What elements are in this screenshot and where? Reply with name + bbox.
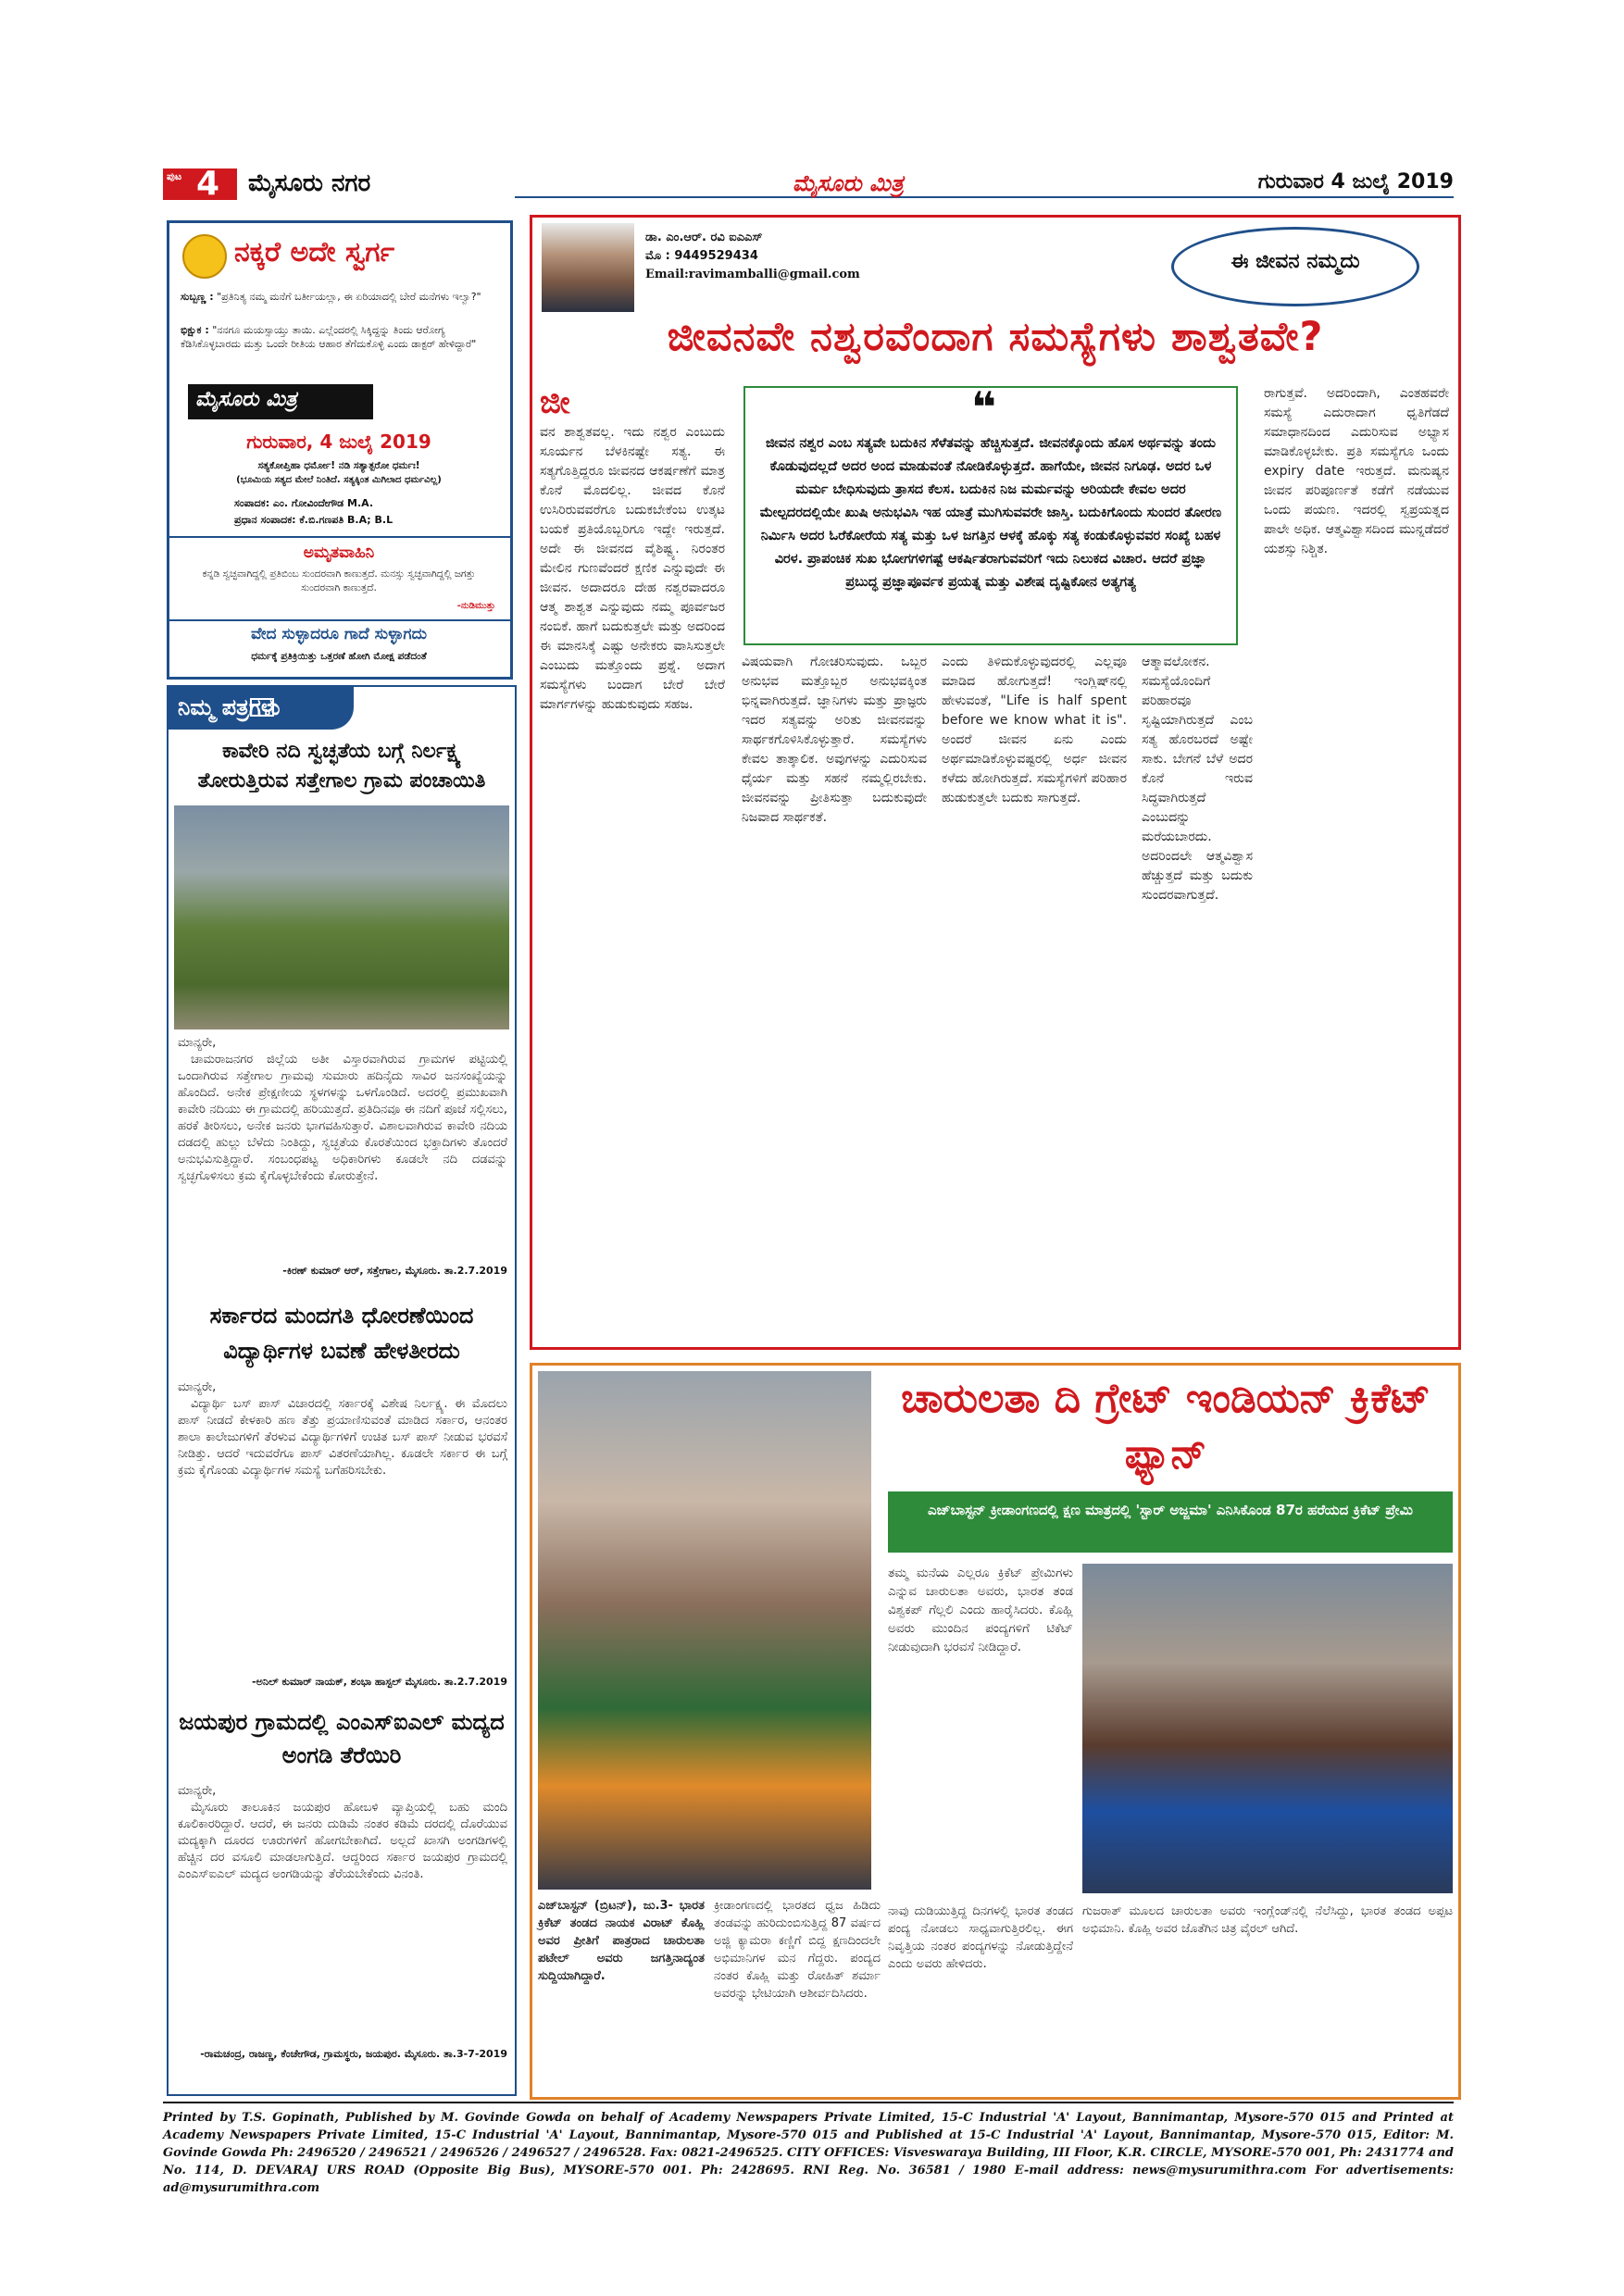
article-headline: ಜೀವನವೇ ನಶ್ವರವೆಂದಾಗ ಸಮಸ್ಯೆಗಳು ಶಾಶ್ವತವೇ?	[667, 314, 1324, 360]
cricket-feature	[530, 1363, 1461, 2100]
letter-1-sign: -ಕಿರಣ್ ಕುಮಾರ್ ಆರ್, ಸತ್ತೇಗಾಲ, ಮೈಸೂರು. ತಾ.2.7.2019	[282, 1265, 507, 1277]
column-name: ಈ ಜೀವನ ನಮ್ಮದು	[1230, 250, 1360, 273]
cricket-subhead: ಎಜ್‌ಬಾಸ್ಟನ್ ಕ್ರೀಡಾಂಗಣದಲ್ಲಿ ಕ್ಷಣ ಮಾತ್ರದಲ್ಲಿ 'ಸ್ಟಾರ್ ಅಜ್ಜಮಾ' ಎನಿಸಿಕೊಂಡ 87ರ ಹರೆಯದ ಕ್ರಿಕೆಟ್ ಪ್ರೇಮಿ	[928, 1502, 1413, 1518]
letters-banner-text: ನಿಮ್ಮ ಪತ್ರಗಳು	[178, 694, 281, 720]
letter-3-title: ಜಯಪುರ ಗ್ರಾಮದಲ್ಲಿ ಎಂಎಸ್‌ಐಎಲ್ ಮದ್ಯದ ಅಂಗಡಿ ತೆರೆಯಿರಿ	[179, 1709, 505, 1768]
fan-photo	[538, 1371, 871, 1890]
masthead-small: ಮೈಸೂರು ಮಿತ್ರ	[793, 170, 904, 196]
page-header	[163, 165, 1454, 203]
article-col-5: ರಾಗುತ್ತವೆ. ಅದರಿಂದಾಗಿ, ಎಂತಹವರೇ ಸಮಸ್ಯೆ ಎದುರಾದಾಗ ಧೃತಿಗೆಡದೆ ಸಮಾಧಾನದಿಂದ ಎದುರಿಸುವ ಅಭ್ಯಾಸ ಮಾಡಿಕೊಳ್ಳಬೇಕು. ಪ್ರತಿ ಸಮಸ್ಯೆಗೂ ಒಂದು expiry date ಇರುತ್ತದೆ. ಮನುಷ್ಯನ ಜೀವನ ಪರಿಪೂರ್ಣತೆ ಕಡೆಗೆ ನಡೆಯುವ ಒಂದು ಪಯಣ. ಇದರಲ್ಲಿ ಸ್ವಪ್ರಯತ್ನದ ಪಾಲೇ ಅಧಿಕ. ಆತ್ಮವಿಶ್ವಾಸದಿಂದ ಮುನ್ನಡೆದರೆ ಯಶಸ್ಸು ನಿಶ್ಚಿತ.	[1264, 386, 1449, 556]
cricket-headline: ಚಾರುಲತಾ ದಿ ಗ್ರೇಟ್ ಇಂಡಿಯನ್ ಕ್ರಿಕೆಟ್ ಫ್ಯಾನ್	[901, 1375, 1430, 1478]
joke-1	[181, 290, 497, 304]
joke-1-speaker: ಸುಬ್ಬಣ್ಣ :	[181, 291, 214, 303]
sidebar-divider	[169, 536, 510, 538]
sidebar-box	[167, 220, 513, 680]
section-title: ಮೈಸೂರು ನಗರ	[248, 169, 371, 197]
letters-column	[167, 685, 517, 2096]
letter-1-body: ಚಾಮರಾಜನಗರ ಜಿಲ್ಲೆಯ ಅತೀ ವಿಸ್ತಾರವಾಗಿರುವ ಗ್ರಾಮಗಳ ಪಟ್ಟಿಯಲ್ಲಿ ಒಂದಾಗಿರುವ ಸತ್ತೇಗಾಲ ಗ್ರಾಮವು ಸುಮಾರು ಹದಿನೈದು ಸಾವಿರ ಜನಸಂಖ್ಯೆಯನ್ನು ಹೊಂದಿದೆ. ಅನೇಕ ಪ್ರೇಕ್ಷಣೀಯ ಸ್ಥಳಗಳನ್ನು ಒಳಗೊಂಡಿದೆ. ಅದರಲ್ಲಿ ಪ್ರಮುಖವಾಗಿ ಕಾವೇರಿ ನದಿಯು ಈ ಗ್ರಾಮದಲ್ಲಿ ಹರಿಯುತ್ತದೆ. ಪ್ರತಿದಿನವೂ ಈ ನದಿಗೆ ಪೂಜೆ ಸಲ್ಲಿಸಲು, ಹರಕೆ ತೀರಿಸಲು, ಅನೇಕ ಜನರು ಭಾಗವಹಿಸುತ್ತಾರೆ. ವಿಶಾಲವಾಗಿರುವ ಕಾವೇರಿ ನದಿಯ ದಡದಲ್ಲಿ ಹುಲ್ಲು ಬೆಳೆದು ನಿಂತಿದ್ದು, ಸ್ವಚ್ಛತೆಯ ಕೊರತೆಯಿಂದ ಭಕ್ತಾದಿಗಳು ತೊಂದರೆ ಅನುಭವಿಸುತ್ತಿದ್ದಾರೆ. ಸಂಬಂಧಪಟ್ಟ ಅಧಿಕಾರಿಗಳು ಕೂಡಲೇ ನದಿ ದಡವನ್ನು ಸ್ವಚ್ಛಗೊಳಿಸಲು ಕ್ರಮ ಕೈಗೊಳ್ಳಬೇಕೆಂದು ಕೋರುತ್ತೇನೆ.	[178, 1053, 507, 1183]
editor-line-1: ಸಂಪಾದಕ: ಎಂ. ಗೋವಿಂದೇಗೌಡ M.A.	[234, 497, 374, 509]
amruta-sign: -ನುಡಿಮುತ್ತು	[456, 601, 495, 611]
sidebar-date: ಗುರುವಾರ, 4 ಜುಲೈ 2019	[246, 430, 431, 453]
motto-line-2: (ಭೂಮಿಯ ಸತ್ಯದ ಮೇಲೆ ನಿಂತಿದೆ. ಸತ್ಯಕ್ಕಿಂತ ಮಿಗಿಲಾದ ಧರ್ಮವಿಲ್ಲ)	[236, 475, 442, 485]
editor-line-2: ಪ್ರಧಾನ ಸಂಪಾದಕ: ಕೆ.ಬಿ.ಗಣಪತಿ B.A; B.L	[234, 514, 394, 526]
author-name: ಡಾ. ಎಂ.ಆರ್. ರವಿ ಐಎಎಸ್	[645, 231, 763, 244]
letter-2-title: ಸರ್ಕಾರದ ಮಂದಗತಿ ಧೋರಣೆಯಿಂದ ವಿದ್ಯಾರ್ಥಿಗಳ ಬವಣೆ ಹೇಳತೀರದು	[209, 1303, 474, 1364]
kohli-photo	[1082, 1564, 1453, 1893]
sidebar-masthead	[188, 384, 373, 419]
author-email: Email:ravimamballi@gmail.com	[645, 268, 860, 281]
sidebar-divider-2	[169, 619, 510, 621]
joke-1-text: "ಪ್ರತಿನಿತ್ಯ ನಮ್ಮ ಮನೆಗೆ ಬರ್ತೀಯಲ್ಲಾ, ಈ ಏರಿಯಾದಲ್ಲಿ ಬೇರೆ ಮನೆಗಳು ಇಲ್ವಾ?"	[217, 291, 481, 303]
column-name-oval	[1171, 227, 1419, 306]
cricket-body-3: ನಾವು ದುಡಿಯುತ್ತಿದ್ದ ದಿನಗಳಲ್ಲಿ ಭಾರತ ತಂಡದ ಪಂದ್ಯ ನೋಡಲು ಸಾಧ್ಯವಾಗುತ್ತಿರಲಿಲ್ಲ. ಈಗ ನಿವೃತ್ತಿಯ ನಂತರ ಪಂದ್ಯಗಳನ್ನು ನೋಡುತ್ತಿದ್ದೇನೆ ಎಂದು ಅವರು ಹೇಳಿದರು.	[888, 1904, 1073, 1971]
letters-banner	[169, 687, 354, 730]
joke-2-speaker: ಭಿಕ್ಷುಕ :	[181, 324, 209, 336]
main-article	[530, 215, 1461, 1350]
joke-2-text: "ನನಗೂ ಮಯಸ್ಸಾಯ್ತು ತಾಯಿ. ಎಲ್ಲೆಂದರಲ್ಲಿ ಸಿಕ್ಕಿದ್ದನ್ನು ತಿಂದು ಆರೋಗ್ಯ ಕೆಡಿಸಿಕೊಳ್ಳಬಾರದು ಮತ್ತು ಒಂದೇ ರೀತಿಯ ಆಹಾರ ತೆಗೆದುಕೊಳ್ಳಿ ಎಂದು ಡಾಕ್ಟರ್ ಹೇಳಿದ್ದಾರೆ"	[181, 324, 477, 350]
section-rule	[515, 196, 1454, 198]
page-label: ಪುಟ	[167, 170, 182, 182]
veda-title: ವೇದ ಸುಳ್ಳಾದರೂ ಗಾದೆ ಸುಳ್ಳಾಗದು	[251, 625, 427, 643]
author-phone: ಮೊ : 9449529434	[645, 249, 758, 263]
laughing-face-icon	[182, 234, 227, 279]
motto-line-1: ಸತ್ಯಕೋಪ್ತಿಹಾ ಧರ್ಮೋ! ನಡಿ ಸತ್ಯಾತ್ಪರೋ ಧರ್ಮಃ!	[257, 460, 420, 471]
letter-1-salute: ಮಾನ್ಯರೇ,	[178, 1036, 217, 1050]
article-col-2: ವಿಷಯವಾಗಿ ಗೋಚರಿಸುವುದು. ಒಬ್ಬರ ಅನುಭವ ಮತ್ತೊಬ್ಬರ ಅನುಭವಕ್ಕಿಂತ ಭಿನ್ನವಾಗಿರುತ್ತದೆ. ಜ್ಞಾನಿಗಳು ಮತ್ತು ಪ್ರಾಜ್ಞರು ಇದರ ಸತ್ಯವನ್ನು ಅರಿತು ಜೀವನವನ್ನು ಸಾರ್ಥಕಗೊಳಿಸಿಕೊಳ್ಳುತ್ತಾರೆ. ಸಮಸ್ಯೆಗಳು ಕೇವಲ ತಾತ್ಕಾಲಿಕ. ಅವುಗಳನ್ನು ಎದುರಿಸುವ ಧೈರ್ಯ ಮತ್ತು ಸಹನೆ ನಮ್ಮಲ್ಲಿರಬೇಕು. ಜೀವನವನ್ನು ಪ್ರೀತಿಸುತ್ತಾ ಬದುಕುವುದೇ ನಿಜವಾದ ಸಾರ್ಥಕತೆ.	[742, 655, 927, 825]
amruta-text: ಕನ್ನಡಿ ಸ್ವಚ್ಛವಾಗಿದ್ದಲ್ಲಿ ಪ್ರತಿಬಿಂಬ ಸುಂದರವಾಗಿ ಕಾಣುತ್ತದೆ. ಮನಸ್ಸು ಸ್ವಚ್ಛವಾಗಿದ್ದಲ್ಲಿ ಜಗತ್ತು ಸುಂದರವಾಗಿ ಕಾಣುತ್ತದೆ.	[202, 568, 476, 593]
author-photo	[542, 223, 634, 312]
nakkare-banner	[179, 232, 499, 279]
veda-text: ಧರ್ಮಕ್ಕೆ ಪ್ರತಿಕ್ರಿಯಿತ್ತು ಒತ್ತರಣೆ ಹೋಗಿ ಮೋಕ್ಷ ಪಡೆದಂತೆ	[251, 651, 427, 662]
sidebar-masthead-text: ಮೈಸೂರು ಮಿತ್ರ	[195, 388, 297, 411]
riverbank-photo	[174, 805, 509, 1029]
letter-1-title: ಕಾವೇರಿ ನದಿ ಸ್ವಚ್ಛತೆಯ ಬಗ್ಗೆ ನಿರ್ಲಕ್ಷ್ಯ ತೋರುತ್ತಿರುವ ಸತ್ತೇಗಾಲ ಗ್ರಾಮ ಪಂಚಾಯಿತಿ	[197, 740, 486, 792]
nakkare-title: ನಕ್ಕರೆ ಅದೇ ಸ್ವರ್ಗ	[234, 236, 395, 268]
dropcap: ಜೀ	[540, 384, 570, 421]
joke-2	[181, 323, 497, 351]
header-date: ಗುರುವಾರ 4 ಜುಲೈ 2019	[1257, 170, 1454, 193]
cricket-body-1: ಕ್ರೀಡಾಂಗಣದಲ್ಲಿ ಭಾರತದ ಧ್ವಜ ಹಿಡಿದು ತಂಡವನ್ನು ಹುರಿದುಂಬಿಸುತ್ತಿದ್ದ 87 ವರ್ಷದ ಅಜ್ಜಿ ಕ್ಯಾಮರಾ ಕಣ್ಣಿಗೆ ಬಿದ್ದ ಕ್ಷಣದಿಂದಲೇ ಅಭಿಮಾನಿಗಳ ಮನ ಗೆದ್ದರು. ಪಂದ್ಯದ ನಂತರ ಕೊಹ್ಲಿ ಮತ್ತು ರೋಹಿತ್ ಶರ್ಮಾ ಅವರನ್ನು ಭೇಟಿಯಾಗಿ ಆಶೀರ್ವದಿಸಿದರು.	[714, 1899, 881, 2001]
pullquote-box	[743, 382, 1238, 645]
page-number: 4	[196, 165, 220, 203]
letter-2-salute: ಮಾನ್ಯರೇ,	[178, 1380, 217, 1394]
letter-2-sign: -ಅನಿಲ್ ಕುಮಾರ್ ನಾಯಕ್, ಶಂಭಾ ಹಾಸ್ಟಲ್ ಮೈಸೂರು. ತಾ.2.7.2019	[252, 1676, 507, 1688]
letter-2-body: ವಿದ್ಯಾರ್ಥಿ ಬಸ್ ಪಾಸ್ ವಿಚಾರದಲ್ಲಿ ಸರ್ಕಾರಕ್ಕೆ ವಿಶೇಷ ನಿರ್ಲಕ್ಷ್ಯ. ಈ ಮೊದಲು ಪಾಸ್ ನೀಡದೆ ಕೇಳಕಾರಿ ಹಣ ತೆತ್ತು ಪ್ರಯಾಣಿಸುವಂತೆ ಮಾಡಿದ ಸರ್ಕಾರ, ಆನಂತರ ಶಾಲಾ ಕಾಲೇಜುಗಳಿಗೆ ತೆರಳುವ ವಿದ್ಯಾರ್ಥಿಗಳಿಗೆ ಉಚಿತ ಬಸ್ ಪಾಸ್ ನೀಡುವ ಭರವಸೆ ನೀಡಿತ್ತು. ಆದರೆ ಇದುವರೆಗೂ ಪಾಸ್ ವಿತರಣೆಯಾಗಿಲ್ಲ. ಕೂಡಲೇ ಸರ್ಕಾರ ಈ ಬಗ್ಗೆ ಕ್ರಮ ಕೈಗೊಂಡು ವಿದ್ಯಾರ್ಥಿಗಳ ಸಮಸ್ಯೆ ಬಗೆಹರಿಸಬೇಕು.	[178, 1397, 507, 1478]
letter-3-body: ಮೈಸೂರು ತಾಲೂಕಿನ ಜಯಪುರ ಹೋಬಳಿ ವ್ಯಾಪ್ತಿಯಲ್ಲಿ ಬಹು ಮಂದಿ ಕೂಲಿಕಾರರಿದ್ದಾರೆ. ಆದರೆ, ಈ ಜನರು ದುಡಿಮೆ ನಂತರ ಕಡಿಮೆ ದರದಲ್ಲಿ ದೊರೆಯುವ ಮದ್ಯಕ್ಕಾಗಿ ದೂರದ ಊರುಗಳಿಗೆ ಹೋಗಬೇಕಾಗಿದೆ. ಅಲ್ಲದೆ ಖಾಸಗಿ ಅಂಗಡಿಗಳಲ್ಲಿ ಹೆಚ್ಚಿನ ದರ ವಸೂಲಿ ಮಾಡಲಾಗುತ್ತಿದೆ. ಆದ್ದರಿಂದ ಸರ್ಕಾರ ಜಯಪುರ ಗ್ರಾಮದಲ್ಲಿ ಎಂಎಸ್‌ಐಎಲ್ ಮದ್ಯದ ಅಂಗಡಿಯನ್ನು ತೆರೆಯಬೇಕೆಂದು ವಿನಂತಿ.	[178, 1801, 507, 1881]
cricket-body-4: ಗುಜರಾತ್ ಮೂಲದ ಚಾರುಲತಾ ಅವರು ಇಂಗ್ಲೆಂಡ್‌ನಲ್ಲಿ ನೆಲೆಸಿದ್ದು, ಭಾರತ ತಂಡದ ಅಪ್ಪಟ ಅಭಿಮಾನಿ. ಕೊಹ್ಲಿ ಅವರ ಜೊತೆಗಿನ ಚಿತ್ರ ವೈರಲ್ ಆಗಿದೆ.	[1082, 1904, 1453, 1936]
article-col-4: ಆತ್ಮಾವಲೋಕನ. ಸಮಸ್ಯೆಯೊಂದಿಗೆ ಪರಿಹಾರವೂ ಸೃಷ್ಟಿಯಾಗಿರುತ್ತದೆ ಎಂಬ ಸತ್ಯ ಹೊರಬರದೆ ಅಷ್ಟೇ ಸಾಕು. ಬೇಗನೆ ಬೆಳೆ ಅದರ ಕೊನೆ ಇರುವ ಸಿದ್ಧವಾಗಿರುತ್ತದೆ ಎಂಬುದನ್ನು ಮರೆಯಬಾರದು. ಅದರಿಂದಲೇ ಆತ್ಮವಿಶ್ವಾಸ ಹೆಚ್ಚುತ್ತದೆ ಮತ್ತು ಬದುಕು ಸುಂದರವಾಗುತ್ತದೆ.	[1142, 655, 1253, 903]
page-number-badge	[163, 165, 237, 203]
article-col-3: ಎಂದು ತಿಳಿದುಕೊಳ್ಳುವುದರಲ್ಲಿ ಎಲ್ಲವೂ ಮಾಡಿದ ಹೋಗುತ್ತದೆ! ಇಂಗ್ಲಿಷ್‌ನಲ್ಲಿ ಹೇಳುವಂತೆ, "Life is half spent before we know what it is". ಅಂದರೆ ಜೀವನ ಏನು ಎಂದು ಅರ್ಥಮಾಡಿಕೊಳ್ಳುವಷ್ಟರಲ್ಲಿ ಅರ್ಧ ಜೀವನ ಕಳೆದು ಹೋಗಿರುತ್ತದೆ. ಸಮಸ್ಯೆಗಳಿಗೆ ಪರಿಹಾರ ಹುಡುಕುತ್ತಲೇ ಬದುಕು ಸಾಗುತ್ತದೆ.	[942, 655, 1127, 805]
cricket-caption: ಎಜ್‌ಬಾಸ್ಟನ್ (ಬ್ರಿಟನ್), ಜು.3- ಭಾರತ ಕ್ರಿಕೆಟ್ ತಂಡದ ನಾಯಕ ವಿರಾಟ್ ಕೊಹ್ಲಿ ಅವರ ಪ್ರೀತಿಗೆ ಪಾತ್ರರಾದ ಚಾರುಲತಾ ಪಟೇಲ್ ಅವರು ಜಗತ್ತಿನಾದ್ಯಂತ ಸುದ್ದಿಯಾಗಿದ್ದಾರೆ.	[538, 1899, 705, 1983]
cricket-body-2: ತಮ್ಮ ಮನೆಯ ಎಲ್ಲರೂ ಕ್ರಿಕೆಟ್ ಪ್ರೇಮಿಗಳು ಎನ್ನುವ ಚಾರುಲತಾ ಅವರು, ಭಾರತ ತಂಡ ವಿಶ್ವಕಪ್ ಗೆಲ್ಲಲಿ ಎಂದು ಹಾರೈಸಿದರು. ಕೊಹ್ಲಿ ಅವರು ಮುಂದಿನ ಪಂದ್ಯಗಳಿಗೆ ಟಿಕೆಟ್ ನೀಡುವುದಾಗಿ ಭರವಸೆ ನೀಡಿದ್ದಾರೆ.	[888, 1566, 1073, 1654]
amruta-title: ಅಮೃತವಾಹಿನಿ	[303, 543, 375, 562]
pullquote-text: ಜೀವನ ನಶ್ವರ ಎಂಬ ಸತ್ಯವೇ ಬದುಕಿನ ಸೆಳೆತವನ್ನು ಹೆಚ್ಚಿಸುತ್ತದೆ. ಜೀವನಕ್ಕೊಂದು ಹೊಸ ಅರ್ಥವನ್ನು ತಂದು ಕೊಡುವುದಲ್ಲದೆ ಅದರ ಅಂದ ಮಾಡುವಂತೆ ನೋಡಿಕೊಳ್ಳುತ್ತದೆ. ಹಾಗೆಯೇ, ಜೀವನ ನಿಗೂಢ. ಅದರ ಒಳ ಮರ್ಮ ಬೇಧಿಸುವುದು ತ್ರಾಸದ ಕೆಲಸ. ಬದುಕಿನ ನಿಜ ಮರ್ಮವನ್ನು ಅರಿಯದೇ ಕೇವಲ ಅದರ ಮೇಲ್ಪದರದಲ್ಲಿಯೇ ಖುಷಿ ಅನುಭವಿಸಿ ಇಹ ಯಾತ್ರೆ ಮುಗಿಸುವವರೇ ಜಾಸ್ತಿ. ಬದುಕಿಗೊಂದು ಸುಂದರ ತೋರಣ ನಿರ್ಮಿಸಿ ಅದರ ಓರೆಕೋರೆಯ ಸತ್ಯ ಮತ್ತು ಒಳ ಜಗತ್ತಿನ ಆಳಕ್ಕೆ ಹೊಕ್ಕು ಸತ್ಯ ಕಂಡುಕೊಳ್ಳುವವರ ಸಂಖ್ಯೆ ಬಹಳ ವಿರಳ. ಪ್ರಾಪಂಚಿಕ ಸುಖ ಭೋಗಗಳಿಗಷ್ಟೆ ಆಕರ್ಷಿತರಾಗುವವರಿಗೆ ಇದು ನಿಲುಕದ ವಿಚಾರ. ಆದರೆ ಪ್ರಜ್ಞಾ ಪ್ರಬುದ್ಧ ಪ್ರಜ್ಞಾಪೂರ್ವಕ ಪ್ರಯತ್ನ ಮತ್ತು ವಿಶೇಷ ದೃಷ್ಟಿಕೋನ ಅತ್ಯಗತ್ಯ	[759, 436, 1222, 590]
cricket-subhead-band	[888, 1491, 1453, 1553]
footer-imprint: Printed by T.S. Gopinath, Published by M. Govinde Gowda on behalf of Academy Newspapers Private Limited, 15-C Industrial 'A' Layout, Bannimantap, Mysore-570 015 and Printed at Academy Newspapers Private Limited, 15-C Industrial 'A' Layout, Bannimantap, Mysore-570 015 and Published at 15-C Industrial 'A' Layout, Bannimantap, Mysore-570 015, Editor: M. Govinde Gowda Ph: 2496520 / 2496521 / 2496526 / 2496527 / 2496528. Fax: 0821-2496525. CITY OFFICES: Visveswaraya Building, III Floor, K.R. CIRCLE, MYSORE-570 001, Ph: 2431774 and No. 114, D. DEVARAJ URS ROAD (Opposite Big Bus), MYSORE-570 001. Ph: 2428695. RNI Reg. No. 36581 / 1980 E-mail address: news@mysurumithra.com For advertisements: ad@mysurumithra.com	[163, 2111, 1454, 2195]
footer-rule	[163, 2102, 1454, 2103]
article-col-1: ವನ ಶಾಶ್ವತವಲ್ಲ. ಇದು ನಶ್ವರ ಎಂಬುದು ಸೂರ್ಯನ ಬೆಳಕಿನಷ್ಟೇ ಸತ್ಯ. ಈ ಸತ್ಯಗೊತ್ತಿದ್ದರೂ ಜೀವನದ ಆಕರ್ಷಣೆಗೆ ಮಾತ್ರ ಕೊನೆ ಮೊದಲಿಲ್ಲ. ಜೀವದ ಕೊನೆ ಉಸಿರಿರುವವರೆಗೂ ಬದುಕಬೇಕೆಂಬ ಉತ್ಕಟ ಬಯಕೆ ಪ್ರತಿಯೊಬ್ಬರಿಗೂ ಇದ್ದೇ ಇರುತ್ತದೆ. ಅದೇ ಈ ಜೀವನದ ವೈಶಿಷ್ಟ್ಯ. ನಿರಂತರ ಮೇಲಿನ ಗುಣವೆಂದರೆ ಕ್ಷಣಿಕ ಎನ್ನುವುದೇ ಈ ಜೀವನ. ಅದಾದರೂ ದೇಹ ನಶ್ವರವಾದರೂ ಆತ್ಮ ಶಾಶ್ವತ ಎನ್ನುವುದು ನಮ್ಮ ಪೂರ್ವಜರ ನಂಬಿಕೆ. ಹಾಗೆ ಬದುಕುತ್ತಲೇ ಮತ್ತು ಅದರಿಂದ ಈ ಮಾನಸಿಕ್ಕೆ ಎಷ್ಟು ಅನೇಕರು ವಾಸಿಸುತ್ತಲೇ ಎಂಬುದು ಮತ್ತೊಂದು ಪ್ರಶ್ನೆ. ಅದಾಗ ಸಮಸ್ಯೆಗಳು ಬಂದಾಗ ಬೇರೆ ಬೇರೆ ಮಾರ್ಗಗಳನ್ನು ಹುಡುಕುವುದು ಸಹಜ.	[540, 425, 725, 712]
letter-3-salute: ಮಾನ್ಯರೇ,	[178, 1784, 217, 1798]
letter-3-sign: -ರಾಮಚಂದ್ರ, ರಾಜಣ್ಣ, ಕೆಂಚೇಗೌಡ, ಗ್ರಾಮಸ್ಥರು, ಜಯಪುರ. ಮೈಸೂರು. ತಾ.3-7-2019	[200, 2048, 507, 2060]
quote-mark-icon: ❝	[971, 382, 996, 432]
